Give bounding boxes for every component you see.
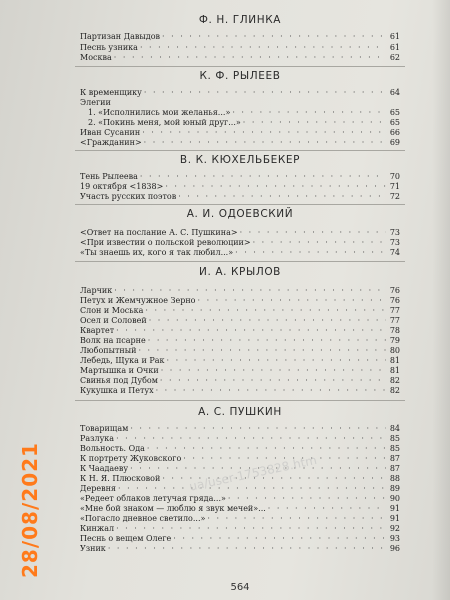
entry-page: 76 (389, 286, 400, 295)
toc-entry (80, 534, 400, 544)
entry-title: «Погасло дневное светило...» (80, 514, 206, 523)
entry-title: К временщику (80, 88, 142, 97)
entry-page: 90 (389, 494, 400, 503)
section-divider (75, 261, 405, 262)
entry-title: Узник (80, 544, 106, 553)
entry-title: Свинья под Дубом (80, 376, 158, 385)
watermark-text: ua/user-1753828.htm (188, 452, 319, 494)
entry-page: 88 (389, 474, 400, 483)
toc-entry (80, 494, 400, 504)
entry-title: Товарищам (80, 424, 129, 433)
entry-title: <Ответ на послание А. С. Пушкина> (80, 228, 238, 237)
entry-title: Волк на псарне (80, 336, 146, 345)
dot-leader (108, 544, 386, 554)
section-heading: К. Ф. РЫЛЕЕВ (199, 70, 281, 82)
dot-leader (114, 286, 386, 296)
dot-leader (148, 336, 386, 346)
date-stamp: 28/08/2021 (18, 442, 42, 578)
entry-page: 80 (389, 346, 400, 355)
dot-leader (147, 444, 386, 454)
toc-entry (80, 386, 400, 396)
toc-entry (80, 192, 400, 202)
toc-entry (80, 514, 400, 524)
toc-entry (80, 336, 400, 346)
toc-entry (80, 128, 400, 138)
dot-leader (240, 228, 386, 238)
entry-page: 73 (389, 228, 400, 237)
toc-entry (80, 316, 400, 326)
section-heading: Ф. Н. ГЛИНКА (198, 14, 282, 26)
entry-title: Партизан Давыдов (80, 32, 161, 41)
entry-page: 96 (389, 544, 400, 553)
entry-title: Участь русских поэтов (80, 192, 177, 201)
dot-leader (228, 494, 386, 504)
entry-title: «Ты знаешь их, кого я так любил...» (80, 248, 234, 257)
entry-page: 76 (389, 296, 400, 305)
entry-page: 77 (389, 306, 400, 315)
entry-page: 91 (389, 514, 400, 523)
dot-leader (144, 88, 386, 98)
toc-entry (80, 88, 400, 98)
entry-page: 70 (389, 172, 400, 181)
entry-page: 61 (389, 32, 400, 41)
toc-entry (80, 228, 400, 238)
toc-entry (80, 98, 400, 108)
dot-leader (232, 108, 386, 118)
toc-entry (80, 53, 400, 63)
dot-leader (243, 118, 386, 128)
entry-page: 74 (389, 248, 400, 257)
entry-title: «Редеет облаков летучая гряда...» (80, 494, 226, 503)
toc-entry (80, 172, 400, 182)
entry-page: 85 (389, 444, 400, 453)
entry-page: 84 (389, 424, 400, 433)
entry-page: 87 (389, 464, 400, 473)
entry-page: 82 (389, 376, 400, 385)
dot-leader (207, 514, 386, 524)
page-number: 564 (230, 582, 250, 593)
entry-page: 72 (389, 192, 400, 201)
entry-page: 91 (389, 504, 400, 513)
entry-title: Квартет (80, 326, 115, 335)
section-divider (75, 400, 405, 401)
dot-leader (140, 43, 386, 53)
entry-page: 82 (389, 386, 400, 395)
entry-page: 77 (389, 316, 400, 325)
entry-title: 19 октября <1838> (80, 182, 164, 191)
toc-entry (80, 366, 400, 376)
toc-entry (80, 424, 400, 434)
entry-page: 81 (389, 356, 400, 365)
entry-title: Ларчик (80, 286, 113, 295)
entry-page: 69 (389, 138, 400, 147)
toc-entry (80, 286, 400, 296)
entry-page: 73 (389, 238, 400, 247)
toc-entry (80, 504, 400, 514)
dot-leader (162, 32, 386, 42)
dot-leader (116, 326, 386, 336)
toc-entry (80, 356, 400, 366)
entry-title: Иван Сусанин (80, 128, 141, 137)
section-heading: А. С. ПУШКИН (198, 406, 282, 418)
entry-title: Тень Рылеева (80, 172, 138, 181)
entry-page: 93 (389, 534, 400, 543)
entry-page: 62 (389, 53, 400, 62)
entry-title: Разлука (80, 434, 115, 443)
entry-title: «Мне бой знаком — люблю я звук мечей»... (80, 504, 266, 513)
dot-leader (167, 356, 386, 366)
dot-leader (173, 534, 386, 544)
dot-leader (253, 238, 386, 248)
toc-entry (80, 544, 400, 554)
toc-entry (80, 138, 400, 148)
entry-page: 65 (389, 108, 400, 117)
section-divider (75, 66, 405, 67)
entry-page: 81 (389, 366, 400, 375)
dot-leader (118, 484, 386, 494)
dot-leader (268, 504, 386, 514)
entry-title: 2. «Покинь меня, мой юный друг...» (88, 118, 241, 127)
dot-leader (149, 316, 386, 326)
entry-page: 64 (389, 88, 400, 97)
dot-leader (130, 424, 386, 434)
entry-page: 87 (389, 454, 400, 463)
toc-entry (80, 524, 400, 534)
dot-leader (142, 128, 386, 138)
entry-title: Вольность. Ода (80, 444, 145, 453)
entry-title: Слон и Моська (80, 306, 144, 315)
section-divider (75, 150, 405, 151)
section-heading: А. И. ОДОЕВСКИЙ (186, 208, 294, 220)
entry-title: Лебедь, Щука и Рак (80, 356, 165, 365)
dot-leader (114, 53, 386, 63)
entry-page: 85 (389, 434, 400, 443)
dot-leader (116, 524, 386, 534)
dot-leader (116, 434, 386, 444)
dot-leader (156, 386, 386, 396)
entry-title: Любопытный (80, 346, 137, 355)
toc-entry (80, 376, 400, 386)
section-divider (75, 204, 405, 205)
entry-page: 79 (389, 336, 400, 345)
entry-title: <При известии о польской революции> (80, 238, 251, 247)
entry-title: Песнь узника (80, 43, 138, 52)
entry-title: К портрету Жуковского (80, 454, 182, 463)
toc-entry (80, 434, 400, 444)
toc-entry (80, 444, 400, 454)
entry-title: Москва (80, 53, 112, 62)
entry-title: 1. «Исполнились мои желанья...» (88, 108, 231, 117)
toc-entry (80, 32, 400, 42)
toc-entry (80, 296, 400, 306)
entry-title: Петух и Жемчужное Зерно (80, 296, 196, 305)
dot-leader (178, 192, 386, 202)
entry-page: 89 (389, 484, 400, 493)
toc-entry (80, 182, 400, 192)
toc-entry (80, 118, 400, 128)
entry-page: 66 (389, 128, 400, 137)
dot-leader (144, 138, 386, 148)
entry-page: 78 (389, 326, 400, 335)
entry-page: 92 (389, 524, 400, 533)
entry-title: Кукушка и Петух (80, 386, 154, 395)
dot-leader (140, 172, 386, 182)
entry-title: Кинжал (80, 524, 115, 533)
entry-page: 61 (389, 43, 400, 52)
dot-leader (198, 296, 387, 306)
entry-page: 71 (389, 182, 400, 191)
toc-entry (80, 346, 400, 356)
toc-entry (80, 238, 400, 248)
dot-leader (138, 346, 386, 356)
section-heading: И. А. КРЫЛОВ (198, 266, 281, 278)
entry-title: К Чаадаеву (80, 464, 129, 473)
dot-leader (160, 376, 386, 386)
entry-title: Песнь о вещем Олеге (80, 534, 172, 543)
toc-entry (80, 43, 400, 53)
toc-entry (80, 248, 400, 258)
dot-leader (161, 366, 386, 376)
toc-entry (80, 454, 400, 464)
section-heading: В. К. КЮХЕЛЬБЕКЕР (179, 154, 301, 166)
entry-title: Элегии (80, 98, 111, 107)
dot-leader (145, 306, 386, 316)
toc-entry (80, 306, 400, 316)
toc-entry (80, 484, 400, 494)
dot-leader (165, 182, 386, 192)
toc-entry (80, 108, 400, 118)
entry-title: Деревня (80, 484, 116, 493)
page-edge-shadow (432, 0, 450, 600)
dot-leader (235, 248, 386, 258)
entry-page: 65 (389, 118, 400, 127)
entry-title: Мартышка и Очки (80, 366, 159, 375)
entry-title: <Гражданин> (80, 138, 142, 147)
toc-entry (80, 326, 400, 336)
entry-title: Осел и Соловей (80, 316, 147, 325)
entry-title: К Н. Я. Плюсковой (80, 474, 161, 483)
